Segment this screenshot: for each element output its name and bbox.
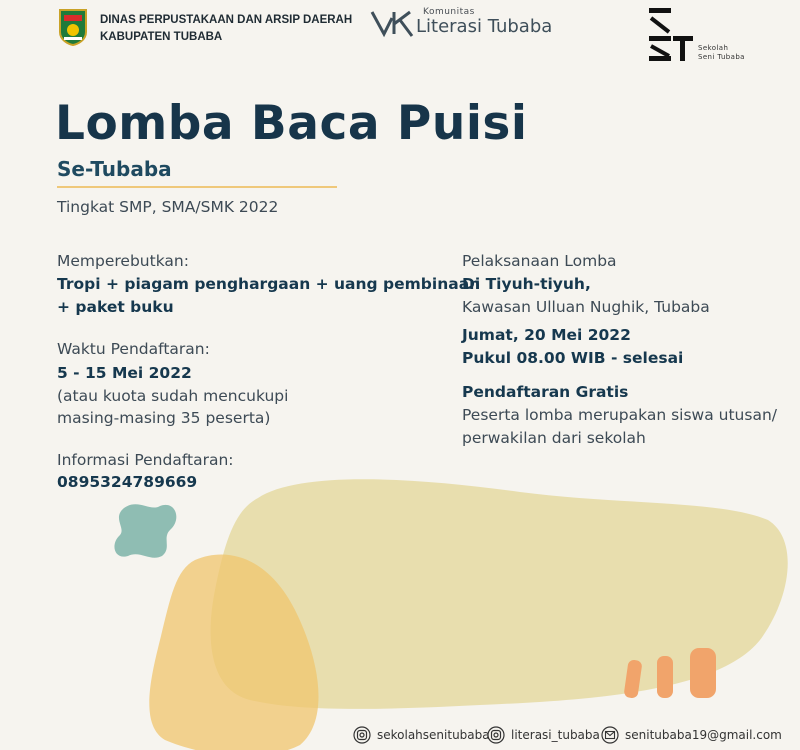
org-line-1: DINAS PERPUSTAKAAN DAN ARSIP DAERAH bbox=[100, 14, 353, 26]
instagram-icon bbox=[487, 726, 505, 744]
info-phone: 0895324789669 bbox=[57, 473, 198, 491]
footer-email[interactable] bbox=[601, 726, 782, 744]
free-registration-label: Pendaftaran Gratis bbox=[462, 383, 629, 401]
reg-note-line-1: (atau kuota sudah mencukupi bbox=[57, 387, 289, 405]
reg-note-line-2: masing-masing 35 peserta) bbox=[57, 409, 271, 427]
venue-line-1: Di Tiyuh-tiyuh, bbox=[462, 275, 591, 293]
regency-crest-icon bbox=[58, 8, 88, 46]
email-icon bbox=[601, 726, 619, 744]
email-address: senitubaba19@gmail.com bbox=[625, 728, 782, 742]
prize-value-line-1: Tropi + piagam penghargaan + uang pembinaan bbox=[57, 275, 481, 293]
venue-line-2: Kawasan Ulluan Nughik, Tubaba bbox=[462, 298, 710, 316]
literasi-logo-icon bbox=[370, 8, 415, 38]
reg-time-value: 5 - 15 Mei 2022 bbox=[57, 364, 192, 382]
sekolah-line-1: Sekolah bbox=[698, 44, 729, 52]
prize-label: Memperebutkan: bbox=[57, 252, 189, 270]
info-label: Informasi Pendaftaran: bbox=[57, 451, 234, 469]
instagram-icon bbox=[353, 726, 371, 744]
instagram-literasi-handle: literasi_tubaba bbox=[511, 728, 600, 742]
free-note-line-2: perwakilan dari sekolah bbox=[462, 429, 646, 447]
instagram-sekolah-handle: sekolahsenitubaba bbox=[377, 728, 490, 742]
free-note-line-1: Peserta lomba merupakan siswa utusan/ bbox=[462, 406, 777, 424]
reg-time-label: Waktu Pendaftaran: bbox=[57, 340, 210, 358]
komunitas-label: Komunitas bbox=[423, 7, 475, 17]
sekolah-seni-label bbox=[698, 44, 745, 62]
literasi-tubaba-label: Literasi Tubaba bbox=[416, 16, 553, 37]
organization-name bbox=[100, 12, 352, 46]
page-title: Lomba Baca Puisi bbox=[55, 96, 528, 151]
level-text: Tingkat SMP, SMA/SMK 2022 bbox=[57, 198, 279, 216]
page-subtitle: Se-Tubaba bbox=[57, 157, 172, 181]
event-time: Pukul 08.00 WIB - selesai bbox=[462, 349, 684, 367]
prize-value-line-2: + paket buku bbox=[57, 298, 174, 316]
sekolah-seni-logo-icon bbox=[647, 6, 695, 62]
sekolah-line-2: Seni Tubaba bbox=[698, 53, 745, 61]
footer-instagram-sekolah[interactable] bbox=[353, 726, 490, 744]
footer-instagram-literasi[interactable] bbox=[487, 726, 600, 744]
venue-label: Pelaksanaan Lomba bbox=[462, 252, 617, 270]
org-line-2: KABUPATEN TUBABA bbox=[100, 31, 223, 43]
title-underline bbox=[57, 186, 337, 188]
event-date: Jumat, 20 Mei 2022 bbox=[462, 326, 631, 344]
